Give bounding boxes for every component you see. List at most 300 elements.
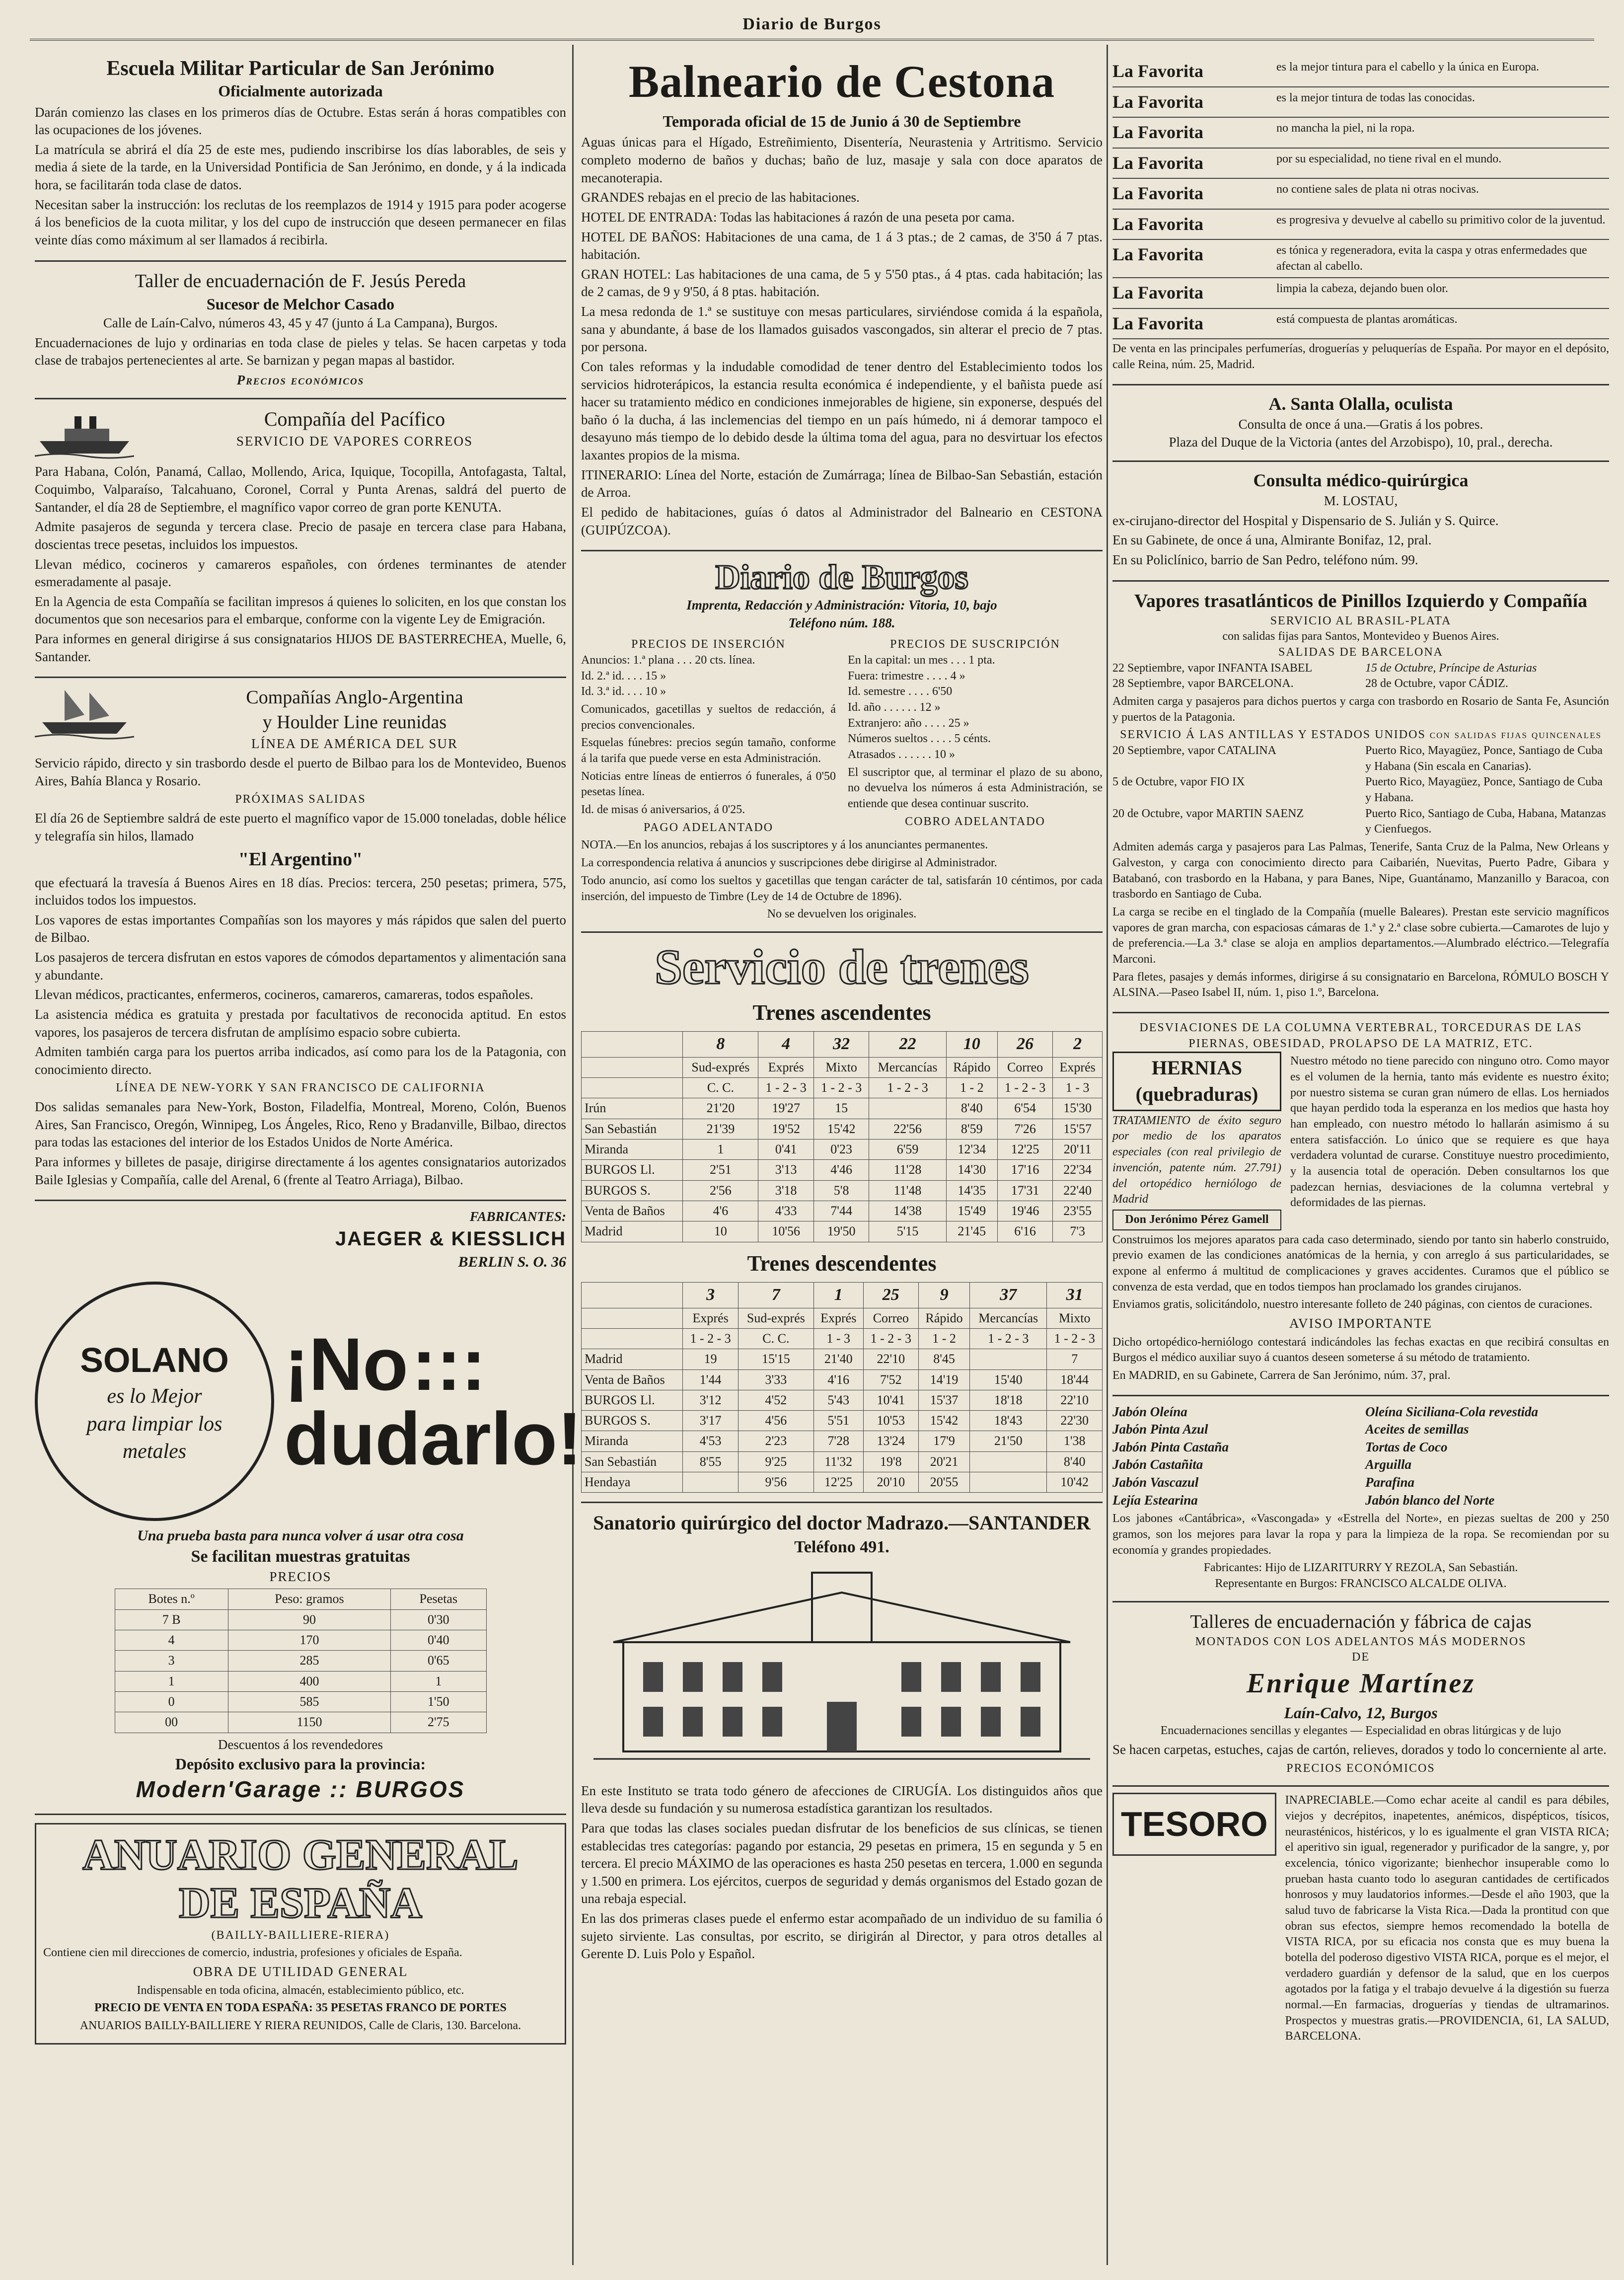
train-class: 1 - 3 (1053, 1078, 1103, 1098)
time-cell: 5'8 (813, 1180, 869, 1201)
solano-h3: Pesetas (391, 1589, 486, 1609)
time-cell: 15 (813, 1098, 869, 1119)
favorita-text: no contiene sales de plata ni otras nocivas. (1276, 183, 1479, 196)
time-cell: 18'18 (970, 1390, 1047, 1410)
talleres-ad (1112, 1602, 1609, 1787)
diario-sus4: Id. año . . . . . . 12 » (848, 701, 941, 714)
train-number: 25 (863, 1282, 918, 1308)
time-cell: 12'34 (946, 1140, 997, 1160)
pinillos-sub3: SALIDAS DE BARCELONA (1278, 646, 1443, 659)
train-type-row (582, 1057, 1103, 1077)
favorita-item (1112, 149, 1609, 179)
pinillos-sub: SERVICIO AL BRASIL-PLATA (1270, 614, 1452, 627)
anuario-p3: ANUARIOS BAILLY-BAILLIERE Y RIERA REUNIDOS, Calle de Claris, 130. Barcelona. (79, 2019, 521, 2033)
cestona-p1: Aguas únicas para el Hígado, Estreñimiento, Disentería, Neurastenia y Artritismo. Servicio completo moderno de baños y duchas; baño de luz, masaje y sala con doce aparatos de mecanoterapia. (581, 135, 1103, 185)
station-name: Venta de Baños (582, 1201, 683, 1221)
time-cell: 14'30 (946, 1160, 997, 1180)
train-type: Exprés (1053, 1057, 1103, 1077)
solano-logo-l3: para limpiar los (86, 1412, 222, 1436)
train-number: 37 (970, 1282, 1047, 1308)
time-cell: 20'11 (1053, 1140, 1103, 1160)
time-cell: 6'16 (997, 1221, 1052, 1242)
time-cell: 7'28 (813, 1431, 863, 1451)
diario-tel: Teléfono núm. 188. (788, 615, 895, 630)
solano-price-table (115, 1589, 487, 1733)
train-type: Exprés (758, 1057, 813, 1077)
train-class: 1 - 2 (919, 1328, 970, 1349)
diario-sus3: Id. semestre . . . . 6'50 (848, 685, 953, 698)
masthead: Diario de Burgos (742, 15, 882, 33)
station-name: San Sebastián (582, 1119, 683, 1139)
anuario-p1: Contiene cien mil direcciones de comercio, industria, profesiones y oficiales de España. (43, 1946, 462, 1960)
time-cell: 19'46 (997, 1201, 1052, 1221)
station-name: BURGOS S. (582, 1411, 683, 1431)
tesoro-p1: INAPRECIABLE.—Como echar aceite al candil es para débiles, viejos y decrépitos, inapetentes, anémicos, dispépticos, tísicos, neurasténicos, histéricos, y lo es igualmente el gran VISTA RICA; el aperitivo sin igual, regenerador y purificador de la sangre, y, por excelencia, tónico vigorizante; bienhechor insuperable como lo prueban hasta cuanto todo lo aseguran cantidades de certificados honrosos y muy laudatorios informes.—Desde el año 1903, que la salud tuvo de fabricarse la Vista Rica.—Dada la prontitud con que obran sus efectos, siempre hemos recomendado la botella de VISTA RICA, por su eficacia nos consta que es muy buena la botella del poderoso digestivo VISTA RICA, porque es el mejor, el verdadero guardián y defensor de la salud, que en los cuerpos agotados por la fatiga y el trabajo devuelve á la digestión su fuerza normal.—En farmacias, droguerías y tiendas de ultramarinos. Prospectos y muestras gratis.—PROVIDENCIA, 61, LA SALUD, BARCELONA. (1285, 1794, 1609, 2043)
table-row (115, 1651, 486, 1671)
time-cell (683, 1472, 738, 1493)
time-cell: 6'54 (997, 1098, 1052, 1119)
diario-sus6: Números sueltos . . . . 5 cénts. (848, 732, 991, 746)
cell: 400 (228, 1671, 390, 1691)
diario-sus7: Atrasados . . . . . . 10 » (848, 748, 955, 761)
train-type: Mercancías (869, 1057, 946, 1077)
station-name: Madrid (582, 1349, 683, 1369)
escuela-ad (35, 50, 566, 262)
lostau-ad (1112, 462, 1609, 582)
lostau-title: Consulta médico-quirúrgica (1253, 470, 1469, 490)
tesoro-ad (1112, 1793, 1609, 2045)
lostau-p1: ex-cirujano-director del Hospital y Dispensario de S. Julián y S. Quirce. (1112, 513, 1499, 528)
cestona-p7: Con tales reformas y la indudable comodidad de tener dentro del Establecimiento todos los servicios hidroterápicos, la estancia resulta económica é independiente, y el bañista puede así hacer su tratamiento médico en condiciones inmejorables de higiene, sin exponerse, después del baño ó la ducha, á las inclemencias del tiempo en un país húmedo, ni á demorar tampoco el desayuno más tiempo de lo debido desde la última toma del agua, para no desvirtuar los efectos laxantes propios de la misma. (581, 359, 1103, 463)
time-cell: 22'10 (863, 1349, 918, 1369)
lostau-p2: En su Gabinete, de once á una, Almirante Bonifaz, 12, pral. (1112, 532, 1432, 548)
time-cell (970, 1472, 1047, 1493)
train-class: 1 - 2 - 3 (813, 1078, 869, 1098)
oculista-p2: Plaza del Duque de la Victoria (antes del Arzobispo), 10, pral., derecha. (1169, 434, 1553, 450)
jabon-r4a: Jabón Castañita (1112, 1457, 1203, 1472)
diario-sus1: En la capital: un mes . . . 1 pta. (848, 654, 995, 667)
time-cell (970, 1349, 1047, 1369)
pacifico-p2: Admite pasajeros de segunda y tercera clase. Precio de pasaje en tercera clase para Habana, doscientas trece pesetas, incluidos los impuestos. (35, 519, 566, 552)
cell: 585 (228, 1691, 390, 1712)
time-cell: 23'55 (1053, 1201, 1103, 1221)
time-cell: 15'30 (1053, 1098, 1103, 1119)
column-left (35, 50, 582, 2045)
train-number: 22 (869, 1031, 946, 1057)
cell: 170 (228, 1630, 390, 1650)
cestona-p9: El pedido de habitaciones, guías ó datos al Administrador del Balneario en CESTONA (GUIPÚZCOA). (581, 504, 1103, 537)
cell: 0'65 (391, 1651, 486, 1671)
time-cell: 4'52 (738, 1390, 813, 1410)
time-cell: 4'16 (813, 1369, 863, 1390)
time-cell: 9'25 (738, 1451, 813, 1472)
station-name: Irún (582, 1098, 683, 1119)
train-type: Exprés (683, 1308, 738, 1328)
time-cell: 10'41 (863, 1390, 918, 1410)
pacifico-p4: En la Agencia de esta Compañía se facilitan impresos á quienes lo soliciten, en los que constan los documentos que son necesarios para el embarque, conforme con la vigente Ley de Emigración. (35, 594, 566, 627)
time-cell: 3'12 (683, 1390, 738, 1410)
jabon-r2a: Jabón Pinta Azul (1112, 1422, 1208, 1437)
time-cell: 3'13 (758, 1160, 813, 1180)
column-divider (572, 45, 574, 2265)
table-row (582, 1472, 1103, 1493)
time-cell: 17'16 (997, 1160, 1052, 1180)
sailing-ship-illustration (35, 685, 134, 740)
time-cell: 3'18 (758, 1180, 813, 1201)
top-rule (30, 39, 1594, 41)
time-cell (869, 1098, 946, 1119)
train-class: 1 - 2 - 3 (863, 1328, 918, 1349)
sanatorio-p2: Para que todas las clases sociales puedan disfrutar de los beneficios de sus clínicas, se tienen establecidas tres categorías: pagando por estancia, 29 pesetas en primera, 15 en segunda y 5 en tercera. El precio MÁXIMO de las operaciones es hasta 250 pesetas en tercera, 1.000 en segunda y 1.500 en primera. Los ejércitos, cuerpos de seguridad y demás organismos del Estado gozan de una rebaja especial. (581, 1820, 1103, 1906)
favorita-text: por su especialidad, no tiene rival en el mundo. (1276, 152, 1502, 165)
train-type-row (582, 1308, 1103, 1328)
pacifico-p3: Llevan médico, cocineros y camareros españoles, con órdenes terminantes de atender esmeradamente al pasaje. (35, 556, 566, 590)
station-name: San Sebastián (582, 1451, 683, 1472)
cell: 1 (391, 1671, 486, 1691)
train-class: 1 - 3 (813, 1328, 863, 1349)
trenes-asc-title: Trenes ascendentes (752, 1000, 931, 1025)
escuela-p2: La matrícula se abrirá el día 25 de este mes, pudiendo inscribirse los días laborables, de seis y media á siete de la tarde, en la Universidad Pontificia de San Jerónimo, en donde, y á la indicada hora, se facilitarán toda clase de datos. (35, 142, 566, 193)
favorita-item (1112, 87, 1609, 118)
station-name: BURGOS Ll. (582, 1160, 683, 1180)
talleres-name: Enrique Martínez (1246, 1668, 1476, 1699)
time-cell: 1'44 (683, 1369, 738, 1390)
anglo-p6: Llevan médicos, practicantes, enfermeros, cocineros, camareros, camareras, todos españoles. (35, 987, 533, 1002)
diario-info (581, 551, 1103, 933)
train-number: 7 (738, 1282, 813, 1308)
blank-cell (582, 1308, 683, 1328)
solano-h1: Botes n.º (115, 1589, 228, 1609)
diario-corr: La correspondencia relativa á anuncios y suscripciones debe dirigirse al Administrador. (581, 856, 997, 870)
pinillos-s1b: 15 de Octubre, Príncipe de Asturias (1365, 661, 1537, 675)
solano-logo (35, 1282, 274, 1521)
hernias-p1: Nuestro método no tiene parecido con ninguno otro. Como mayor es el volumen de la hernia, tanto más evidente es nuestro éxito; por nuestro sistema se curan gran número de ellas. Los herniados que hayan perdido toda la esperanza en los medios que hasta hoy han empleado, con nuestro método lo hallarán asimismo á su entera satisfacción. Lo único que se requiere es que haya verdadera voluntad de curarse. Constituye nuestro procedimiento, y la ausencia total de operación. Deben consultarnos los que padezcan hernias, desviaciones de la columna vertebral y deformidades de las piernas. (1290, 1055, 1609, 1210)
pinillos-s2: 28 Septiembre, vapor BARCELONA. (1112, 677, 1294, 690)
time-cell: 5'43 (813, 1390, 863, 1410)
anglo-ad (35, 678, 566, 1201)
sanatorio-tel: Teléfono 491. (794, 1538, 889, 1557)
time-cell: 18'43 (970, 1411, 1047, 1431)
hernias-ad (1112, 1013, 1609, 1396)
time-cell: 21'50 (970, 1431, 1047, 1451)
favorita-name: La Favorita (1112, 313, 1203, 333)
train-number: 1 (813, 1282, 863, 1308)
time-cell: 5'15 (869, 1221, 946, 1242)
time-cell: 6'59 (869, 1140, 946, 1160)
train-type: Correo (863, 1308, 918, 1328)
jabon-r1b: Oleína Siciliana-Cola revestida (1365, 1404, 1538, 1419)
train-class: 1 - 2 - 3 (970, 1328, 1047, 1349)
anglo-title1: Compañías Anglo-Argentina (246, 687, 463, 708)
station-name: BURGOS Ll. (582, 1390, 683, 1410)
train-number: 3 (683, 1282, 738, 1308)
favorita-name: La Favorita (1112, 214, 1203, 234)
station-name: BURGOS S. (582, 1180, 683, 1201)
column-divider (1107, 45, 1108, 2265)
time-cell: 19'50 (813, 1221, 869, 1242)
train-number-row (582, 1031, 1103, 1057)
anglo-p5: Los pasajeros de tercera disfrutan en estos vapores de cómodos departamentos y alimentación sana y abundante. (35, 950, 566, 983)
time-cell: 19'27 (758, 1098, 813, 1119)
cestona-p6: La mesa redonda de 1.ª se sustituye con mesas particulares, sirviéndose comida á la española, sana y abundante, á base de los llamados guisados vascongados, sin alterar el precio de 7 ptas. por persona. (581, 304, 1103, 355)
time-cell: 22'30 (1047, 1411, 1103, 1431)
steamship-illustration (35, 406, 134, 461)
time-cell: 4'56 (738, 1411, 813, 1431)
diario-ins7: Id. de misas ó aniversarios, á 0'25. (581, 803, 745, 817)
anglo-prox: PRÓXIMAS SALIDAS (235, 793, 366, 806)
cell: 7 B (115, 1609, 228, 1630)
time-cell: 7'3 (1053, 1221, 1103, 1242)
cell: 3 (115, 1651, 228, 1671)
train-class: 1 - 2 - 3 (869, 1078, 946, 1098)
pinillos-a1: 20 Septiembre, vapor CATALINA (1112, 744, 1277, 758)
jabon-r3b: Tortas de Coco (1365, 1439, 1448, 1454)
train-class: C. C. (683, 1078, 758, 1098)
time-cell: 13'24 (863, 1431, 918, 1451)
pinillos-sub2: con salidas fijas para Santos, Montevideo y Buenos Aires. (1222, 630, 1499, 643)
diario-title: Diario de Burgos (715, 558, 968, 597)
pacifico-sub: SERVICIO DE VAPORES CORREOS (236, 434, 473, 449)
favorita-item (1112, 57, 1609, 87)
train-class: C. C. (738, 1328, 813, 1349)
time-cell: 7'52 (863, 1369, 918, 1390)
table-row (582, 1369, 1103, 1390)
solano-precios: PRECIOS (269, 1569, 332, 1584)
station-name: Madrid (582, 1221, 683, 1242)
table-row (582, 1140, 1103, 1160)
favorita-name: La Favorita (1112, 283, 1203, 303)
anuario-pub: (BAILLY-BAILLIERE-RIERA) (211, 1928, 390, 1942)
favorita-text: es tónica y regeneradora, evita la caspa y otras enfermedades que afectan al cabello. (1276, 244, 1587, 273)
taller-title: Taller de encuadernación de F. Jesús Pereda (135, 270, 466, 292)
sanatorio-p3: En las dos primeras clases puede el enfermo estar acompañado de un individuo de su familia ó sujeto sirviente. Las consultas, por escrito, se dirigirán al Director, y para otros detalles al Gerente D. Luis Polo y Español. (581, 1911, 1103, 1962)
time-cell: 10'53 (863, 1411, 918, 1431)
anglo-p8: Admiten también carga para los puertos arriba indicados, así como para los de la Patagonia, con conocimiento directo. (35, 1044, 566, 1077)
escuela-subtitle: Oficialmente autorizada (218, 82, 383, 100)
jabon-r6b: Jabón blanco del Norte (1365, 1492, 1495, 1508)
time-cell: 14'35 (946, 1180, 997, 1201)
diario-ins8: PAGO ADELANTADO (643, 821, 774, 834)
talleres-l1: Encuadernaciones sencillas y elegantes — Especialidad en obras litúrgicas y de lujo (1160, 1724, 1561, 1738)
train-type: Exprés (813, 1308, 863, 1328)
favorita-item (1112, 309, 1609, 340)
hernias-p5: En MADRID, en su Gabinete, Carrera de San Jerónimo, núm. 37, pral. (1112, 1368, 1451, 1382)
time-cell: 21'39 (683, 1119, 758, 1139)
pinillos-p3: La carga se recibe en el tinglado de la Compañía (muelle Baleares). Prestan este servicio magníficos vapores de gran marcha, con espaciosas cámaras de 1.ª y 2.ª clase sobre cubierta.—Camarotes de lujo y de preferencia.—La 3.ª clase se aloja en amplios departamentos.—Alumbrado eléctrico.—Telegrafía Marconi. (1112, 905, 1609, 966)
table-row (582, 1098, 1103, 1119)
jabon-p2: Fabricantes: Hijo de LIZARITURRY Y REZOLA, San Sebastián. (1203, 1561, 1518, 1575)
time-cell: 3'33 (738, 1369, 813, 1390)
solano-fab: FABRICANTES: (469, 1209, 566, 1224)
table-row (115, 1609, 486, 1630)
pinillos-a1b: Puerto Rico, Mayagüez, Ponce, Santiago de Cuba y Habana (Sin escala en Canarias). (1365, 744, 1603, 773)
diario-sus9: COBRO ADELANTADO (905, 815, 1045, 828)
lostau-name: M. LOSTAU, (1324, 493, 1398, 509)
solano-muestras: Se facilitan muestras gratuitas (191, 1547, 410, 1566)
hernias-aviso: AVISO IMPORTANTE (1289, 1315, 1432, 1331)
taller-ad (35, 262, 566, 400)
hernias-name: Don Jerónimo Pérez Gamell (1112, 1210, 1281, 1230)
time-cell: 21'20 (683, 1098, 758, 1119)
favorita-item (1112, 179, 1609, 210)
diario-sub: Imprenta, Redacción y Administración: Vitoria, 10, bajo (686, 598, 997, 613)
cestona-p4: HOTEL DE BAÑOS: Habitaciones de una cama, de 1 á 3 ptas.; de 2 camas, de 3'50 á 7 ptas. habitación. (581, 229, 1103, 262)
trenes-title: Servicio de trenes (655, 939, 1029, 994)
favorita-ad (1112, 50, 1609, 385)
time-cell: 20'21 (919, 1451, 970, 1472)
time-cell: 1 (683, 1140, 758, 1160)
cestona-p5: GRAN HOTEL: Las habitaciones de una cama, de 5 y 5'50 ptas., á 4 ptas. cada habitación; las de 2 camas, de 9 y 9'50, á 8 ptas. habitación. (581, 266, 1103, 300)
cestona-p2: GRANDES rebajas en el precio de las habitaciones. (581, 190, 860, 205)
table-row (582, 1119, 1103, 1139)
time-cell: 8'59 (946, 1119, 997, 1139)
time-cell: 7'26 (997, 1119, 1052, 1139)
favorita-text: limpia la cabeza, dejando buen olor. (1276, 282, 1448, 296)
pinillos-a2: 5 de Octubre, vapor FIO IX (1112, 775, 1245, 789)
pacifico-title: Compañía del Pacífico (264, 408, 445, 431)
time-cell: 8'40 (1047, 1451, 1103, 1472)
time-cell: 15'42 (813, 1119, 869, 1139)
pinillos-a3: 20 de Octubre, vapor MARTIN SAENZ (1112, 807, 1304, 820)
time-cell: 5'51 (813, 1411, 863, 1431)
tesoro-title: TESORO (1112, 1793, 1276, 1855)
pinillos-s2b: 28 de Octubre, vapor CÁDIZ. (1365, 677, 1508, 690)
solano-ad (35, 1201, 582, 1815)
desc-timetable (581, 1282, 1103, 1493)
favorita-item (1112, 240, 1609, 278)
anglo-title2: y Houlder Line reunidas (262, 712, 447, 733)
time-cell: 8'45 (919, 1349, 970, 1369)
anglo-p1: Servicio rápido, directo y sin trasbordo desde el puerto de Bilbao para los de Montevideo, Buenos Aires, Bahía Blanca y Rosario. (35, 756, 566, 788)
train-type: Sud-exprés (738, 1308, 813, 1328)
table-row (582, 1411, 1103, 1431)
sanatorio-title: Sanatorio quirúrgico del doctor Madrazo.—SANTANDER (593, 1512, 1091, 1534)
time-cell: 22'10 (1047, 1390, 1103, 1410)
station-name: Venta de Baños (582, 1369, 683, 1390)
favorita-item (1112, 210, 1609, 240)
time-cell: 12'25 (997, 1140, 1052, 1160)
cell: 1 (115, 1671, 228, 1691)
time-cell: 3'17 (683, 1411, 738, 1431)
anglo-header (35, 685, 566, 753)
anglo-p2: El día 26 de Septiembre saldrá de este puerto el magnífico vapor de 15.000 toneladas, doble hélice y telegrafía sin hilos, llamado (35, 811, 566, 843)
anuario-title2: DE ESPAÑA (179, 1879, 422, 1927)
solano-prueba: Una prueba basta para nunca volver á usar otra cosa (137, 1527, 464, 1544)
time-cell: 10'56 (758, 1221, 813, 1242)
favorita-item (1112, 278, 1609, 309)
time-cell: 15'40 (970, 1369, 1047, 1390)
sanatorio-p1: En este Instituto se trata todo género de afecciones de CIRUGÍA. Los distinguidos años que lleva desde su fundación y su numerosa estadística garantizan los resultados. (581, 1783, 1103, 1816)
favorita-text: está compuesta de plantas aromáticas. (1276, 312, 1458, 326)
time-cell: 4'46 (813, 1160, 869, 1180)
pinillos-p2: Admiten además carga y pasajeros para Las Palmas, Tenerife, Santa Cruz de la Palma, New Orleans y Galveston, y carga con conocimiento directo para Caibarién, Nuevitas, Puerto Padre, Gibara y Batabanó, con trasbordo en la Habana, y para Banes, Nipe, Guantánamo, Manzanillo y Baracoa, con trasbordo en Santiago de Cuba. (1112, 840, 1609, 901)
anglo-ship: "El Argentino" (238, 849, 363, 870)
anglo-p7: La asistencia médica es gratuita y prestada por facultativos de reconocida aptitud. En estos vapores, los pasajeros de tercera disfrutan de amplísimo espacio sobre cubierta. (35, 1006, 566, 1040)
pinillos-p4: Para fletes, pasajes y demás informes, dirigirse á su consignatario en Barcelona, RÓMULO BOSCH Y ALSINA.—Paseo Isabel II, núm. 1, piso 1.º, Barcelona. (1112, 970, 1609, 999)
pinillos-p1: Admiten carga y pasajeros para dichos puertos y carga con trasbordo en Rosario de Santa Fe, Asunción y puertos de la Patagonia. (1112, 695, 1609, 724)
train-type: Sud-exprés (683, 1057, 758, 1077)
time-cell: 19'52 (758, 1119, 813, 1139)
time-cell: 7 (1047, 1349, 1103, 1369)
train-type: Mixto (813, 1057, 869, 1077)
diario-ins1: Anuncios: 1.ª plana . . . 20 cts. línea. (581, 654, 755, 667)
table-row (115, 1691, 486, 1712)
jabon-p1: Los jabones «Cantábrica», «Vascongada» y «Estrella del Norte», en piezas sueltas de 200 y 250 gramos, son los mejores para lavar la ropa y para la limpieza de la ropa. Se recomiendan por su economía y grandes propiedades. (1112, 1512, 1609, 1557)
pacifico-p1: Para Habana, Colón, Panamá, Callao, Mollendo, Arica, Iquique, Tocopilla, Antofagasta, Taltal, Coquimbo, Valparaíso, Talcahuano, Coronel, Corral y Punta Arenas, saldrá del puerto de Santander, el día 28 de Septiembre, el magnífico vapor correo de gran porte KENUTA. (35, 464, 566, 515)
time-cell: 14'19 (919, 1369, 970, 1390)
solano-logo-l2: es lo Mejor (107, 1385, 202, 1408)
train-number: 4 (758, 1031, 813, 1057)
time-cell: 19'8 (863, 1451, 918, 1472)
train-class: 1 - 2 - 3 (997, 1078, 1052, 1098)
cell: 2'75 (391, 1712, 486, 1733)
time-cell: 4'33 (758, 1201, 813, 1221)
oculista-p1: Consulta de once á una.—Gratis á los pobres. (1238, 417, 1483, 432)
lostau-p3: En su Policlínico, barrio de San Pedro, teléfono núm. 99. (1112, 552, 1418, 567)
time-cell: 22'40 (1053, 1180, 1103, 1201)
table-row (115, 1671, 486, 1691)
favorita-name: La Favorita (1112, 183, 1203, 204)
taller-sub: Sucesor de Melchor Casado (206, 295, 395, 313)
jabon-r5b: Parafina (1365, 1475, 1415, 1490)
time-cell: 20'55 (919, 1472, 970, 1493)
oculista-ad (1112, 385, 1609, 462)
time-cell: 15'15 (738, 1349, 813, 1369)
talleres-prices: PRECIOS ECONÓMICOS (1286, 1761, 1435, 1775)
station-name: Hendaya (582, 1472, 683, 1493)
time-cell: 15'42 (919, 1411, 970, 1431)
train-number: 9 (919, 1282, 970, 1308)
anuario-p2: Indispensable en toda oficina, almacén, establecimiento público, etc. (137, 1983, 464, 1997)
time-cell: 11'28 (869, 1160, 946, 1180)
time-cell: 15'49 (946, 1201, 997, 1221)
pinillos-a3b: Puerto Rico, Santiago de Cuba, Habana, Matanzas y Cienfuegos. (1365, 807, 1606, 836)
diario-ins2: Id. 2.ª id. . . . 15 » (581, 669, 666, 683)
solano-dudar: dudarlo! (284, 1397, 582, 1481)
talleres-de: DE (1352, 1651, 1370, 1664)
pacifico-header (35, 406, 566, 461)
trenes-desc-title: Trenes descendentes (747, 1251, 937, 1276)
train-number: 31 (1047, 1282, 1103, 1308)
talleres-p1: Se hacen carpetas, estuches, cajas de cartón, relieves, dorados y todo lo concerniente al arte. (1112, 1742, 1607, 1757)
favorita-list (1112, 57, 1609, 339)
time-cell: 9'56 (738, 1472, 813, 1493)
taller-p1: Encuadernaciones de lujo y ordinarias en toda clase de pieles y telas. Se hacen carpetas y toda clase de trabajos pertenecientes al arte. Se barnizan y pegan mapas al bastidor. (35, 335, 566, 368)
jabon-r3a: Jabón Pinta Castaña (1112, 1439, 1229, 1454)
anglo-linea: LÍNEA DE NEW-YORK Y SAN FRANCISCO DE CALIFORNIA (116, 1081, 485, 1095)
anglo-p3: que efectuará la travesía á Buenos Aires en 18 días. Precios: tercera, 250 pesetas; primera, 575, incluidos todos los impuestos. (35, 875, 566, 908)
favorita-item (1112, 118, 1609, 149)
cell: 285 (228, 1651, 390, 1671)
pinillos-title: Vapores trasatlánticos de Pinillos Izquierdo y Compañía (1134, 590, 1588, 611)
diario-sus2: Fuera: trimestre . . . . 4 » (848, 669, 965, 683)
cestona-ad (581, 50, 1103, 551)
pacifico-p5: Para informes en general dirigirse á sus consignatarios HIJOS DE BASTERRECHEA, Muelle, 6, Santander. (35, 631, 566, 664)
time-cell: 8'55 (683, 1451, 738, 1472)
cestona-p8: ITINERARIO: Línea del Norte, estación de Zumárraga; línea de Bilbao-San Sebastián, estación de Arroa. (581, 467, 1103, 500)
time-cell: 10'42 (1047, 1472, 1103, 1493)
favorita-text: es la mejor tintura de todas las conocidas. (1276, 91, 1475, 104)
diario-ins5: Esquelas fúnebres: precios según tamaño, conforme á la tarifa que puede verse en esta Administración. (581, 736, 836, 765)
escuela-p1: Darán comienzo las clases en los primeros días de Octubre. Estas serán á horas compatibles con las ocupaciones de los jóvenes. (35, 104, 566, 138)
anglo-sub: LÍNEA DE AMÉRICA DEL SUR (251, 736, 458, 751)
diario-sus5: Extranjero: año . . . . 25 » (848, 716, 969, 730)
solano-brand: JAEGER & KIESSLICH (335, 1227, 566, 1250)
train-number: 32 (813, 1031, 869, 1057)
cell: 90 (228, 1609, 390, 1630)
train-type: Correo (997, 1057, 1052, 1077)
anglo-p10: Para informes y billetes de pasaje, dirigirse directamente á los agentes consignatarios autorizados Baile Iglesias y Compañía, calle del Arenal, 6 (frente al Teatro Arriaga), Bilbao. (35, 1154, 566, 1187)
